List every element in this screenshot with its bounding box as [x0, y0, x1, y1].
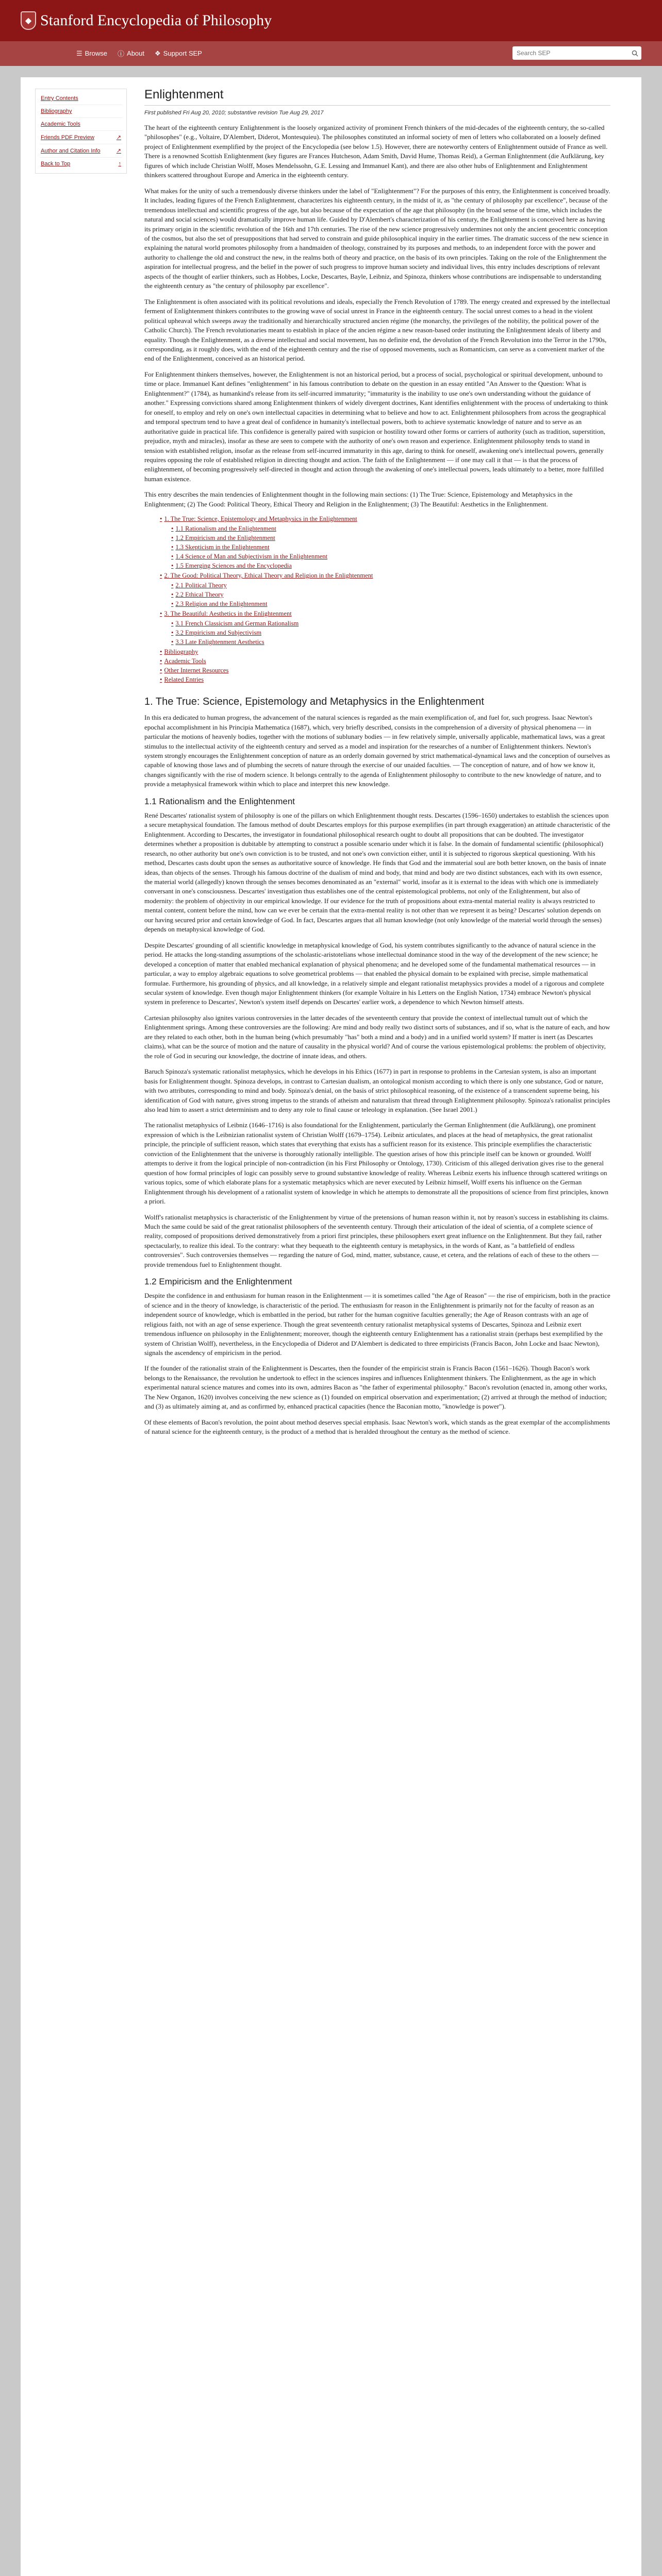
- section-paragraph: Wolff's rationalist metaphysics is characteristic of the Enlightenment by virtue of the pretensions of human reason within it, not by reason's success in establishing its claims. Much the same could be said of the great rationalist philosophers of the seventeenth century. Through their articulation of the ideal of scientia, of a complete science of reality, composed of propositions derived demonstratively from a priori first principles, these philosophers exert great influence on the Enlightenment. But they fail, rather spectacularly, to realize this ideal. To the contrary: what they bequeath to the eighteenth century is metaphysics, in the words of Kant, as "a battlefield of endless controversies". Such controversies themselves — regarding the nature of God, mind, matter, substance, cause, et cetera, and the relations of each of these to the others — provide tremendous fuel to Enlightenment thought.: [144, 1213, 609, 1268]
- section-paragraph: Cartesian philosophy also ignites various controversies in the latter decades of the seventeenth century that provide the context of intellectual tumult out of which the Enlightenment springs. Among these controversies are the following: Are mind and body really two distinct sorts of substances, and if so, what is the nature of each, and how are they related to each other, both in the human being (which presumably "has" both a mind and a body) and in a unified world system? If matter is inert (as Descartes claims), what can be the source of motion and the nature of causality in the physical world? And of course the various epistemological problems: the problem of objectivity, the role of God in securing our knowledge, the doctrine of innate ideas, and others.: [144, 1013, 610, 1060]
- intro-paragraph: The Enlightenment is often associated with its political revolutions and ideals, especially the French Revolution of 1789. The energy created and expressed by the intellectual ferment of Enlightenment thinkers contributes to the growing wave of social unrest in France in the eighteenth century. The social unrest comes to a head in the violent political upheaval which sweeps away the traditionally and hierarchically structured ancien régime (the monarchy, the privileges of the nobility, the political power of the Catholic Church). The French revolutionaries meant to establish in place of the ancien régime a new reason-based order instituting the Enlightenment ideals of liberty and equality. Though the Enlightenment, as a diverse intellectual and social movement, has no definite end, the devolution of the French Revolution into the Terror in the 1790s, corresponding, as it roughly does, with the end of the eighteenth century and the rise of opposed movements, such as Romanticism, can serve as a convenient marker of the end of the Enlightenment, conceived as an historical period.: [144, 297, 610, 363]
- section-paragraph: Despite Descartes' grounding of all scientific knowledge in metaphysical knowledge of God, his system contributes significantly to the advance of natural science in the period. He attacks the long-standing assumptions of the scholastic-aristotelians whose intellectual dominance stood in the way of the development of the new science; he developed a conception of matter that enabled mechanical explanation of physical phenomena; and he developed some of the fundamental mathematical resources — in particular, a way to employ algebraic equations to solve geometrical problems — that enabled the physical domain to be explained with precise, simple mathematical formulae. Furthermore, his grounding of physics, and all knowledge, in a relatively simple and elegant rationalist metaphysics provides a model of a rigorous and complete secular system of knowledge. Even though major Enlightenment thinkers (for example Voltaire in his Letters on the English Nation, 1734) embrace Newton's physical system in preference to Descartes', Newton's system itself depends on Descartes' earlier work, a dependence to which Newton himself attests.: [144, 941, 604, 1006]
- section-paragraph: If the founder of the rationalist strain of the Enlightenment is Descartes, then the founder of the empiricist strain is Francis Bacon (1561–1626). Though Bacon's work belongs to the Renaissance, the revolution he undertook to effect in the sciences inspires and influences Enlightenment thinkers. The Enlightenment, as the age in which experimental natural science matures and comes into its own, admires Bacon as "the father of experimental philosophy." Bacon's revolution (enacted in, among other works, The New Organon, 1620) involves conceiving the new science as (1) founded on empirical observation and experimentation; (2) arrived at through the method of induction; and (3) as ultimately aiming at, and as confirmed by, enhanced practical capacities (hence the Baconian motto, "knowledge is power").: [144, 1364, 607, 1411]
- external-icon: ↗: [116, 148, 121, 154]
- search-icon: [632, 50, 638, 57]
- toc-subitem[interactable]: • 1.3 Skepticism in the Enlightenment: [171, 544, 270, 551]
- sidebar-bibliography[interactable]: Bibliography: [40, 105, 122, 118]
- sidebar: [21, 77, 134, 2576]
- sidebar-entry-contents[interactable]: Entry Contents: [40, 92, 122, 105]
- intro-paragraph: The heart of the eighteenth century Enlightenment is the loosely organized activity of prominent French thinkers of the mid-decades of the eighteenth century, the so-called "philosophes" (e.g., Voltaire, D'Alembert, Diderot, Montesquieu). The philosophes constituted an informal society of men of letters who collaborated on a loosely defined project of Enlightenment exemplified by the project of the Encyclopedia (see below 1.5). However, there are noteworthy centers of Enlightenment outside of France as well. There is a renowned Scottish Enlightenment (key figures are Frances Hutcheson, Adam Smith, David Hume, Thomas Reid), a German Enlightenment (die Aufklärung, key figures of which include Christian Wolff, Moses Mendelssohn, G.E. Lessing and Immanuel Kant), and there are also other hubs of Enlightenment and Enlightenment thinkers scattered throughout Europe and America in the eighteenth century.: [144, 124, 608, 179]
- sidebar-pdf-preview[interactable]: Friends PDF Preview ↗: [40, 131, 122, 144]
- toc-subitem[interactable]: • 3.2 Empiricism and Subjectivism: [171, 629, 262, 637]
- nav-about-label: About: [127, 49, 145, 57]
- toc-item[interactable]: • Related Entries: [160, 676, 204, 684]
- arrow-up-icon: ↑: [118, 161, 121, 167]
- menu-icon: ☰: [76, 49, 82, 57]
- page-background: [0, 66, 662, 2576]
- intro-paragraph: What makes for the unity of such a tremendously diverse thinkers under the label of "Enlightenment"? For the purposes of this entry, the Enlightenment is conceived broadly. It includes, leading figures of the French Enlightenment, characterizes his eighteenth century, in the midst of it, as "the century of philosophy par excellence", because of the tremendous intellectual and scientific progress of the age, but also because of the expectation of the age that philosophy (in the broad sense of the time, which includes the natural and social sciences) would dramatically improve human life. Guided by D'Alembert's characterization of his century, the Enlightenment is conceived here as having its primary origin in the scientific revolution of the 16th and 17th centuries. The rise of the new science progressively undermines not only the ancient geocentric conception of the cosmos, but also the set of presuppositions that had served to constrain and guide philosophical inquiry in the earlier times. The dramatic success of the new science in explaining the natural world promotes philosophy from a handmaiden of theology, constrained by its purposes and methods, to an independent force with the power and authority to challenge the old and construct the new, in the realms both of theory and practice, on the basis of its own principles. Taking on the role of the Enlightenment the aspiration for intellectual progress, and the belief in the power of such progress to improve human society and individual lives, this entry includes descriptions of relevant aspects of the thought of earlier thinkers, such as Hobbes, Locke, Descartes, Bayle, Leibniz, and Spinoza, thinkers whose contributions are indispensable to understanding the eighteenth century as "the century of philosophy par excellence".: [144, 187, 610, 290]
- toc-subitem[interactable]: • 1.1 Rationalism and the Enlightenment: [171, 525, 276, 533]
- section-paragraph: René Descartes' rationalist system of philosophy is one of the pillars on which Enlightenment thought rests. Descartes (1596–1650) undertakes to establish the sciences upon a secure metaphysical foundation. The famous method of doubt Descartes employs for this purpose exemplifies (in part through exaggeration) an attitude characteristic of the Enlightenment. According to Descartes, the investigator in foundational philosophical research ought to doubt all propositions that can be doubted. The investigator determines whether a proposition is dubitable by attempting to construct a possible scenario under which it is false. In the domain of fundamental scientific (philosophical) research, no other authority but one's own conviction is to be trusted, and not one's own conviction either, until it is subjected to rigorous skeptical questioning. With his method, Descartes casts doubt upon the senses as authoritative source of knowledge. He finds that God and the immaterial soul are both better known, on the basis of innate ideas, than objects of the senses. Through his famous doctrine of the dualism of mind and body, that mind and body are two distinct substances, each with its own essence, the material world (allegedly) known through the senses becomes denominated as an "external" world, insofar as it is external to the ideas with which one is immediately conversant in one's consciousness. Descartes' investigation thus establishes one of the central epistemological problems, not only of the Enlightenment, but also of modernity: the problem of objectivity in our empirical knowledge. If our evidence for the truth of propositions about extra-mental material reality is always restricted to mental content, content before the mind, how can we ever be certain that the extra-mental reality is not other than we represent it as being? Descartes' solution depends on our having secured prior and certain knowledge of God. In fact, Descartes argues that all human knowledge (not only knowledge of the material world through the senses) depends on metaphysical knowledge of God.: [144, 811, 610, 934]
- toc-item[interactable]: • 1. The True: Science, Epistemology and Metaphysics in the Enlightenment • 1.1 Rationalism and the Enlightenment • 1.2 Empiricism and the Enlightenment • 1.3 Skepticism in the Enlightenment • 1.4 Science of Man and Subjectivism in the Enlightenment • 1.5 Emerging Sciences and the Encyclopedia: [160, 515, 610, 570]
- sidebar-author-citation[interactable]: Author and Citation Info ↗: [40, 144, 122, 158]
- toc-subitem[interactable]: • 1.5 Emerging Sciences and the Encyclopedia: [171, 562, 292, 570]
- section-paragraph: Of these elements of Bacon's revolution, the point about method deserves special emphasis. Isaac Newton's work, which stands as the great exemplar of the accomplishments of natural science for the eighteenth century, is the product of a method that is heralded throughout the century as the method of science.: [144, 1418, 610, 1436]
- sep-seal-icon: ◆: [21, 11, 36, 30]
- toc-item[interactable]: • Other Internet Resources: [160, 667, 229, 674]
- site-header: [0, 0, 662, 41]
- section-paragraph: The rationalist metaphysics of Leibniz (1646–1716) is also foundational for the Enlightenment, particularly the German Enlightenment (die Aufklärung), one prominent expression of which is the Leibnizian rationalist system of Christian Wolff (1679–1754). Leibniz articulates, and places at the head of metaphysics, the great rationalist principle, the principle of sufficient reason, which states that everything that exists has a sufficient reason for its existence. This principle exemplifies the characteristic conviction of the Enlightenment that the universe is thoroughly rationally intelligible. The question arises of how this principle itself can be known or grounded. Wolff attempts to derive it from the logical principle of non-contradiction (in his First Philosophy or Ontology, 1730). Criticism of this alleged derivation gives rise to the general question of how formal principles of logic can possibly serve to ground substantive knowledge of reality. Whereas Leibniz exerts his influence through scattered writings on various topics, some of which elaborate plans for a systematic metaphysics which are never executed by Leibniz himself, Wolff exerts his influence on the German Enlightenment through his development of a rationalist system of knowledge in which he attempts to demonstrate all the propositions of science from first principles, known a priori.: [144, 1121, 609, 1206]
- toc-subitem[interactable]: • 3.1 French Classicism and German Rationalism: [171, 620, 299, 628]
- gift-icon: ❖: [155, 49, 161, 57]
- entry-page: [21, 77, 641, 2576]
- search-button[interactable]: [628, 46, 641, 60]
- toc-subitem[interactable]: • 3.3 Late Enlightenment Aesthetics: [171, 638, 264, 646]
- article-main: [134, 77, 641, 2576]
- info-icon: ⓘ: [118, 50, 125, 58]
- toc-subitem[interactable]: • 1.2 Empiricism and the Enlightenment: [171, 534, 275, 542]
- intro-paragraph: For Enlightenment thinkers themselves, however, the Enlightenment is not an historical period, but a process of social, psychological or spiritual development, unbound to time or place. Immanuel Kant defines "enlightenment" in his famous contribution to debate on the question in an essay entitled "An Answer to the Question: What is Enlightenment?" (1784), as humankind's release from its self-incurred immaturity; "immaturity is the inability to use one's own understanding without the guidance of another." Expressing convictions shared among Enlightenment thinkers of widely divergent doctrines, Kant identifies enlightenment with the process of undertaking to think for oneself, to employ and rely on one's own intellectual capacities in determining what to believe and how to act. Enlightenment philosophers from across the geographical and temporal spectrum tend to have a great deal of confidence in humanity's intellectual powers, both to achieve systematic knowledge of nature and to serve as an authoritative guide in practical life. This confidence is generally paired with suspicion or hostility toward other forms or carriers of authority (such as tradition, superstition, prejudice, myth and miracles), insofar as these are seen to compete with the authority of one's own reason and experience. Enlightenment philosophy tends to stand in tension with established religion, insofar as the release from self-incurred immaturity in this age, daring to think for oneself, awakening one's intellectual powers, generally requires opposing the role of established religion in directing thought and action. The faith of the Enlightenment — if one may call it that — is that the process of enlightenment, of becoming progressively self-directed in thought and action through the awakening of one's intellectual powers, leads ultimately to a better, more fulfilled human existence.: [144, 370, 608, 483]
- nav-support-label: Support SEP: [163, 49, 202, 57]
- section-paragraph: In this era dedicated to human progress, the advancement of the natural sciences is regarded as the main exemplification of, and fuel for, such progress. Isaac Newton's epochal accomplishment in his Principia Mathematica (1687), which, very briefly described, consists in the comprehension of a diversity of physical phenomena — in particular the motions of heavenly bodies, together with the motions of sublunary bodies — in few relatively simple, universally applicable, mathematical laws, was a great stimulus to the intellectual activity of the eighteenth century and served as a model and inspiration for the researches of a number of Enlightenment thinkers. Newton's system strongly encourages the Enlightenment conception of nature as an orderly domain governed by strict mathematical-dynamical laws and the conception of ourselves as capable of knowing those laws and of plumbing the secrets of nature through the exercise of our unaided faculties. — The conception of nature, and of how we know it, changes significantly with the rise of modern science. It belongs centrally to the agenda of Enlightenment philosophy to contribute to the new knowledge of nature, and to provide a metaphysical framework within which to place and interpret this new knowledge.: [144, 714, 610, 788]
- nav-about[interactable]: [113, 48, 148, 58]
- external-icon: ↗: [116, 134, 121, 141]
- toc-subitem[interactable]: • 2.2 Ethical Theory: [171, 591, 224, 599]
- section-paragraph: Baruch Spinoza's systematic rationalist metaphysics, which he develops in his Ethics (1677) in part in response to problems in the Cartesian system, is also an important basis for Enlightenment thought. Spinoza develops, in contrast to Cartesian dualism, an ontological monism according to which there is only one substance, God or nature, with two attributes, corresponding to mind and body. Spinoza's denial, on the basis of strict philosophical reasoning, of the existence of a transcendent supreme being, his identification of God with nature, gives strong impetus to the strands of atheism and naturalism that thread through Enlightenment philosophy. Spinoza's rationalist principles also lead him to assert a strict determinism and to deny any role to final cause or teleology in explanation. (See Israel 2001.): [144, 1067, 610, 1113]
- subsection-heading: 1.2 Empiricism and the Enlightenment: [144, 1277, 292, 1287]
- toc-item[interactable]: • Academic Tools: [160, 657, 206, 665]
- nav-support[interactable]: [151, 48, 206, 58]
- page-title: Enlightenment: [144, 88, 224, 101]
- sidebar-links: [35, 89, 127, 174]
- sidebar-academic-tools[interactable]: Academic Tools: [40, 118, 122, 131]
- table-of-contents: [144, 515, 610, 684]
- subsection-heading: 1.1 Rationalism and the Enlightenment: [144, 796, 295, 806]
- toc-item[interactable]: • Bibliography: [160, 648, 198, 656]
- publication-info: First published Fri Aug 20, 2010; substantive revision Tue Aug 29, 2017: [144, 110, 324, 116]
- site-title[interactable]: Stanford Encyclopedia of Philosophy: [40, 12, 272, 29]
- site-logo[interactable]: [21, 11, 272, 30]
- intro-paragraph: This entry describes the main tendencies of Enlightenment thought in the following main sections: (1) The True: Science, Epistemology and Metaphysics in the Enlightenment; (2) The Good: Political Theory, Ethical Theory and Religion in the Enlightenment; (3) The Beautiful: Aesthetics in the Enlightenment.: [144, 490, 573, 508]
- toc-subitem[interactable]: • 1.4 Science of Man and Subjectivism in the Enlightenment: [171, 553, 328, 561]
- search-input[interactable]: [512, 47, 628, 59]
- nav-browse-label: Browse: [85, 49, 108, 57]
- section-paragraph: Despite the confidence in and enthusiasm for human reason in the Enlightenment — it is sometimes called "the Age of Reason" — the rise of empiricism, both in the practice of science and in the theory of knowledge, is characteristic of the period. The enthusiasm for reason in the Enlightenment is primarily not for the faculty of reason as an independent source of knowledge, which is embattled in the period, but rather for the human cognitive faculties generally; the Age of Reason contrasts with an age of religious faith, not with an age of sense experience. Though the great seventeenth century rationalist metaphysical systems of Descartes, Spinoza and Leibniz exert tremendous influence on philosophy in the Enlightenment; moreover, though the eighteenth century Enlightenment has a rationalist strain (perhaps best exemplified by the system of Christian Wolff), nevertheless, in the Encyclopedia of Diderot and D'Alembert is dedicated to three empiricists (Francis Bacon, John Locke and Isaac Newton), signals the ascendency of empiricism in the period.: [144, 1292, 610, 1357]
- toc-item[interactable]: • 3. The Beautiful: Aesthetics in the Enlightenment • 3.1 French Classicism and German Rationalism • 3.2 Empiricism and Subjectivism • 3.3 Late Enlightenment Aesthetics: [160, 610, 610, 646]
- sidebar-back-to-top[interactable]: Back to Top ↑: [41, 161, 121, 167]
- nav-browse[interactable]: [72, 48, 111, 58]
- toc-subitem[interactable]: • 2.3 Religion and the Enlightenment: [171, 600, 268, 608]
- nav-bar: [0, 41, 662, 66]
- toc-item[interactable]: • 2. The Good: Political Theory, Ethical Theory and Religion in the Enlightenment • 2.1 Political Theory • 2.2 Ethical Theory • 2.3 Religion and the Enlightenment: [160, 572, 610, 608]
- search-box: [512, 46, 641, 60]
- toc-subitem[interactable]: • 2.1 Political Theory: [171, 582, 227, 589]
- section-heading: 1. The True: Science, Epistemology and Metaphysics in the Enlightenment: [144, 696, 484, 708]
- title-bar: [144, 88, 610, 106]
